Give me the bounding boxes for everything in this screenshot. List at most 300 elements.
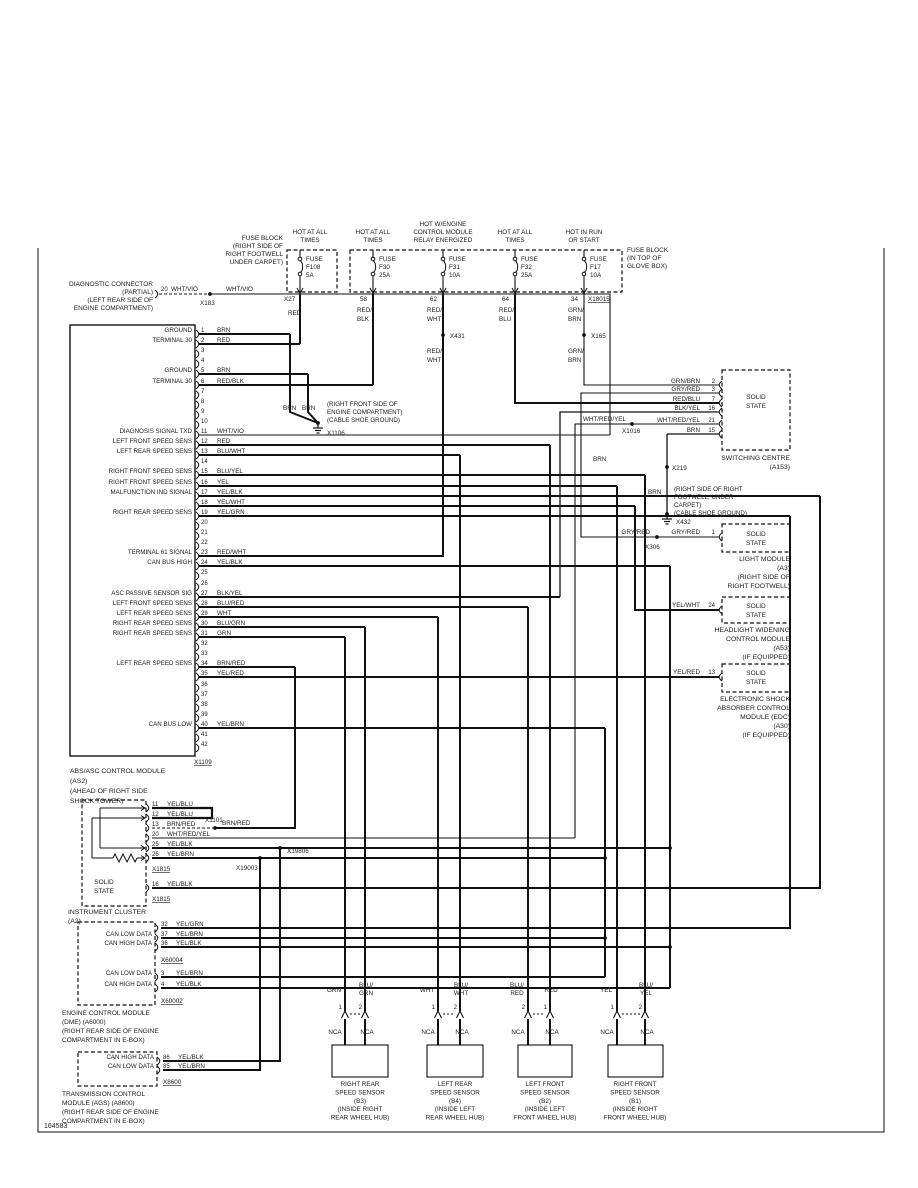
cluster-pin-number: 11 xyxy=(152,802,159,808)
abs-pin-number: 2 xyxy=(201,338,205,344)
sensor-connector-arrow xyxy=(547,1011,554,1018)
nca-label: NCA xyxy=(328,1029,342,1036)
connector-label: X1815 xyxy=(152,896,171,903)
pin-connector-arc xyxy=(196,441,199,449)
engine-pin-number: 32 xyxy=(161,922,168,928)
hot-label: RELAY ENERGIZED xyxy=(413,237,473,244)
pin-connector-arc xyxy=(196,643,199,651)
fuse-pin-number: 58 xyxy=(359,296,367,303)
fuse-label: 10A xyxy=(590,272,602,279)
abs-module-name: (AHEAD OF RIGHT SIDE xyxy=(70,788,148,795)
wire-color-label: RED/ xyxy=(427,348,443,355)
solid-state-label: STATE xyxy=(746,612,766,619)
abs-pin-number: 19 xyxy=(201,510,208,516)
pin-connector-arc xyxy=(196,381,199,389)
wire-color-label: YEL/RED xyxy=(673,669,700,676)
junction-label: X19003 xyxy=(236,865,258,872)
hot-label: HOT AT ALL xyxy=(355,229,391,236)
engine-pin-number: 36 xyxy=(161,941,168,947)
cluster-pin-number: 20 xyxy=(152,832,159,838)
connector-label: X27 xyxy=(284,296,296,303)
wire-color-label: WHT xyxy=(427,316,442,323)
wire-color-label: YEL xyxy=(640,990,652,997)
fuse-terminal xyxy=(371,272,375,276)
headlight-module-name: CONTROL MODULE xyxy=(726,636,790,643)
pin-connector-arc xyxy=(196,360,199,368)
abs-pin-number: 13 xyxy=(201,449,208,455)
engine-pin-number: 3 xyxy=(161,971,165,977)
solid-state-label: SOLID xyxy=(746,603,766,610)
wire-color-label: GRY/RED xyxy=(671,529,700,536)
edc-module-box xyxy=(722,664,790,692)
wire-color-label: YEL/WHT xyxy=(672,602,700,609)
abs-pin-number: 1 xyxy=(201,328,205,334)
wire-color-label: BLK/YEL xyxy=(674,405,700,412)
wire-color-label: YEL/BLK xyxy=(176,981,202,988)
pin-connector-arc xyxy=(196,552,199,560)
fuse-label: F17 xyxy=(590,264,601,271)
abs-pin-function: TERMINAL 30 xyxy=(152,337,192,344)
speed-sensor-name: REAR WHEEL HUB) xyxy=(330,1114,390,1122)
abs-pin-number: 31 xyxy=(201,631,208,637)
fuse-label: FUSE xyxy=(521,256,538,263)
abs-pin-wire-color: WHT/VIO xyxy=(217,428,244,435)
abs-pin-function: MALFUNCTION IND SIGNAL xyxy=(110,489,192,496)
pin-connector-arc xyxy=(196,391,199,399)
wire-color-label: BLU xyxy=(499,316,512,323)
wire-color-label: YEL/BRN xyxy=(178,1063,205,1070)
pin-connector-arc xyxy=(196,704,199,712)
wire-color-label: YEL/BLU xyxy=(167,811,193,818)
fuse-label: F108 xyxy=(306,264,321,271)
pin-connector-arc xyxy=(196,451,199,459)
fuse-block-name: GLOVE BOX) xyxy=(627,263,668,270)
fuse-terminal xyxy=(441,272,445,276)
abs-pin-wire-color: YEL/WHT xyxy=(217,499,245,506)
abs-pin-wire-color: RED/WHT xyxy=(217,549,247,556)
connector-label: X60004 xyxy=(161,957,183,964)
pin-connector-arc xyxy=(196,583,199,591)
pin-connector-arc xyxy=(196,542,199,550)
abs-pin-number: 14 xyxy=(201,459,208,465)
abs-pin-wire-color: BRN/RED xyxy=(217,660,246,667)
abs-pin-number: 9 xyxy=(201,409,205,415)
cluster-pin-number: 26 xyxy=(152,852,159,858)
wire xyxy=(215,667,295,828)
cluster-pin-number: 12 xyxy=(152,812,159,818)
speed-sensor-name: (B2) xyxy=(539,1097,551,1105)
wire xyxy=(152,496,820,888)
engine-pin-number: 4 xyxy=(161,982,165,988)
speed-sensor-name: SPEED SENSOR xyxy=(610,1089,660,1097)
abs-pin-function: RIGHT FRONT SPEED SENS xyxy=(108,479,192,486)
speed-sensor-name: RIGHT REAR xyxy=(340,1081,380,1088)
fuse-terminal xyxy=(441,257,445,261)
abs-pin-number: 32 xyxy=(201,641,208,647)
abs-pin-number: 26 xyxy=(201,581,208,587)
abs-pin-number: 35 xyxy=(201,671,208,677)
wire-color-label: WHT/RED/YEL xyxy=(656,417,700,424)
nca-label: NCA xyxy=(600,1029,614,1036)
junction-dot xyxy=(668,846,672,850)
solid-state-label: STATE xyxy=(746,540,766,547)
edc-module-name: ELECTRONIC SHOCK xyxy=(720,696,790,703)
junction-label: X19806 xyxy=(287,848,309,855)
sc-pin-number: 7 xyxy=(711,397,715,403)
solid-state-label: SOLID xyxy=(746,394,766,401)
abs-pin-function: DIAGNOSIS SIGNAL TXD xyxy=(119,428,192,435)
connector-label: X432 xyxy=(676,519,691,526)
abs-pin-function: RIGHT REAR SPEED SENS xyxy=(112,620,192,627)
hot-label: HOT IN RUN xyxy=(565,229,603,236)
nca-label: NCA xyxy=(455,1029,469,1036)
abs-pin-function: TERMINAL 61 SIGNAL xyxy=(127,549,192,556)
abs-pin-number: 15 xyxy=(201,469,208,475)
wire xyxy=(210,294,610,435)
fuse-pin-number: 34 xyxy=(570,296,578,303)
junction-x306 xyxy=(655,535,659,539)
ground-note: (RIGHT SIDE OF RIGHT xyxy=(674,486,743,493)
speed-sensor-name: LEFT REAR xyxy=(437,1081,473,1088)
speed-sensor-name: SPEED SENSOR xyxy=(335,1089,385,1097)
pin-connector-arc xyxy=(196,431,199,439)
fuse-label: 5A xyxy=(306,272,314,279)
wire-color-label: GRN/BRN xyxy=(670,378,700,385)
pin-connector-arc xyxy=(196,502,199,510)
ground-x1106 xyxy=(316,421,320,425)
abs-pin-function: CAN BUS LOW xyxy=(148,721,192,728)
abs-pin-function: ASC PASSIVE SENSOR SIG xyxy=(111,590,192,597)
abs-pin-number: 4 xyxy=(201,358,205,364)
abs-pin-number: 6 xyxy=(201,379,205,385)
junction-label: X219 xyxy=(672,465,687,472)
engine-pin-number: 37 xyxy=(161,932,168,938)
fuse-terminal xyxy=(582,272,586,276)
wire-color-label: YEL/BLK xyxy=(176,940,202,947)
sc-pin-number: 15 xyxy=(708,428,715,434)
pin-connector-arc xyxy=(196,411,199,419)
pin-connector-arc xyxy=(196,724,199,732)
abs-pin-wire-color: BLU/GRN xyxy=(217,620,245,627)
wire-color-label: RED/ xyxy=(499,307,515,314)
diagnostic-connector-name: (LEFT REAR SIDE OF xyxy=(87,297,153,304)
ground-note: CARPET) xyxy=(674,502,702,509)
nca-label: NCA xyxy=(545,1029,559,1036)
abs-pin-number: 18 xyxy=(201,500,208,506)
wire-color-label: YEL/BLU xyxy=(167,801,193,808)
junction-x1016 xyxy=(630,422,634,426)
wire-color-label: BRN xyxy=(593,456,607,463)
abs-pin-number: 28 xyxy=(201,601,208,607)
pin-connector-arc xyxy=(196,613,199,621)
light-module-name: RIGHT FOOTWELL) xyxy=(727,583,790,590)
wire-color-label: YEL/BLK xyxy=(178,1054,204,1061)
fuse-label: F32 xyxy=(521,264,532,271)
nca-label: NCA xyxy=(511,1029,525,1036)
speed-sensor-name: (INSIDE RIGHT xyxy=(612,1106,658,1114)
switching-centre-box xyxy=(722,370,790,450)
nca-label: NCA xyxy=(640,1029,654,1036)
abs-pin-number: 29 xyxy=(201,611,208,617)
wire-color-label: BRN xyxy=(283,405,297,412)
hot-label: TIMES xyxy=(300,237,320,244)
wire xyxy=(163,848,280,1061)
solid-state-label: SOLID xyxy=(746,531,766,538)
headlight-module-name: (IF EQUIPPED) xyxy=(742,654,790,661)
wire-color-label: BRN xyxy=(568,316,582,323)
speed-sensor-name: SPEED SENSOR xyxy=(520,1089,570,1097)
junction-label: X306 xyxy=(645,544,660,551)
transmission-module-name: (RIGHT REAR SIDE OF ENGINE xyxy=(62,1109,159,1116)
wire-color-label: RED xyxy=(544,987,558,994)
abs-pin-number: 5 xyxy=(201,368,205,374)
fuse-terminal xyxy=(513,272,517,276)
wire-color-label: YEL/BRN xyxy=(176,931,203,938)
speed-sensor-box xyxy=(427,1045,483,1077)
diagnostic-connector-name: (PARTIAL) xyxy=(122,289,153,296)
pin-connector-arc xyxy=(196,471,199,479)
abs-module-name: ABS/ASC CONTROL MODULE xyxy=(70,768,166,775)
speed-sensor-name: REAR WHEEL HUB) xyxy=(425,1114,485,1122)
ground-note: (CABLE SHOE GROUND) xyxy=(327,417,400,424)
abs-pin-number: 17 xyxy=(201,490,208,496)
abs-pin-wire-color: BLK/YEL xyxy=(217,590,243,597)
wire-color-label: WHT/RED/YEL xyxy=(582,416,626,423)
junction-label: X165 xyxy=(591,333,606,340)
connector-label: X8600 xyxy=(163,1079,182,1086)
wire-color-label: BLU/ xyxy=(639,982,653,989)
speed-sensor-name: (INSIDE LEFT xyxy=(434,1106,476,1114)
pin-connector-arc xyxy=(196,532,199,540)
connector-label: X1106 xyxy=(327,430,345,437)
solid-state-label: SOLID xyxy=(94,879,114,886)
nca-label: NCA xyxy=(421,1029,435,1036)
light-module-box xyxy=(722,524,790,552)
speed-sensor-name: LEFT FRONT xyxy=(525,1081,565,1088)
pin-connector-arc xyxy=(196,401,199,409)
sc-pin-number: 2 xyxy=(711,379,715,385)
wire-color-label: WHT/VIO xyxy=(226,286,253,293)
edc-module-name: ABSORBER CONTROL xyxy=(717,705,790,712)
abs-pin-function: CAN BUS HIGH xyxy=(147,559,192,566)
light-module-name: LIGHT MODULE xyxy=(739,556,790,563)
sensor-pin-number: 2 xyxy=(358,1005,362,1011)
engine-module-name: (DME) (A6000) xyxy=(62,1019,106,1026)
sensor-pin-number: 2 xyxy=(521,1005,525,1011)
ground-note: (RIGHT FRONT SIDE OF xyxy=(327,401,398,408)
abs-pin-function: RIGHT REAR SPEED SENS xyxy=(112,509,192,516)
fuse-element xyxy=(300,261,303,273)
pin-connector-arc xyxy=(196,734,199,742)
abs-pin-wire-color: BLU/WHT xyxy=(217,448,246,455)
fuse-terminal xyxy=(298,272,302,276)
pin-connector-arc xyxy=(196,340,199,348)
sensor-pin-number: 1 xyxy=(431,1005,435,1011)
fuse-pin-number: 62 xyxy=(429,296,437,303)
abs-pin-wire-color: BLU/RED xyxy=(217,600,245,607)
speed-sensor-name: (B3) xyxy=(354,1097,366,1105)
abs-pin-number: 24 xyxy=(201,560,208,566)
pin-connector-arc xyxy=(196,603,199,611)
abs-pin-number: 30 xyxy=(201,621,208,627)
wire-color-label: GRN xyxy=(327,987,341,994)
sc-pin-number: 16 xyxy=(708,406,715,412)
junction-dot xyxy=(668,945,672,949)
wire-color-label: WHT xyxy=(419,987,435,994)
abs-pin-number: 3 xyxy=(201,348,205,354)
resistor xyxy=(113,854,137,862)
abs-pin-number: 7 xyxy=(201,389,205,395)
abs-pin-function: GROUND xyxy=(164,367,192,374)
cluster-pin-number: 13 xyxy=(152,822,159,828)
speed-sensor-name: (B1) xyxy=(629,1097,641,1105)
wire-color-label: GRN/ xyxy=(568,348,584,355)
wire-color-label: GRN xyxy=(359,990,373,997)
pin-connector-arc xyxy=(196,653,199,661)
abs-pin-number: 22 xyxy=(201,540,208,546)
sensor-connector-arrow xyxy=(342,1011,349,1018)
abs-pin-wire-color: WHT xyxy=(217,610,232,617)
abs-pin-wire-color: GRN xyxy=(217,630,231,637)
wire-color-label: BLU/ xyxy=(454,982,468,989)
sensor-connector-arrow xyxy=(435,1011,442,1018)
fuse-terminal xyxy=(513,257,517,261)
fuse-element xyxy=(443,261,446,273)
fuse-terminal xyxy=(582,257,586,261)
abs-pin-number: 37 xyxy=(201,692,208,698)
ground-x432 xyxy=(665,512,669,516)
abs-pin-wire-color: YEL/GRN xyxy=(217,509,245,516)
fuse-block-name: (RIGHT SIDE OF xyxy=(232,243,283,250)
abs-pin-function: TERMINAL 30 xyxy=(152,378,192,385)
fuse-element xyxy=(373,261,376,273)
pin-connector-arc xyxy=(196,562,199,570)
sc-pin-number: 3 xyxy=(711,387,715,393)
headlight-module-box xyxy=(722,597,790,623)
sensor-pin-number: 1 xyxy=(543,1005,547,1011)
sc-pin-number: 21 xyxy=(708,418,715,424)
fuse-label: FUSE xyxy=(306,256,323,263)
junction-x219 xyxy=(665,465,669,469)
fuse-label: F30 xyxy=(379,264,390,271)
speed-sensor-box xyxy=(518,1045,572,1077)
sensor-connector-arrow xyxy=(457,1011,464,1018)
engine-pin-function: CAN HIGH DATA xyxy=(104,981,152,988)
wire-color-label: BLU/ xyxy=(510,982,524,989)
junction-x1101 xyxy=(213,826,217,830)
abs-pin-wire-color: RED xyxy=(217,438,231,445)
transmission-pin-number: 86 xyxy=(163,1055,170,1061)
sensor-pin-number: 1 xyxy=(610,1005,614,1011)
abs-module-box xyxy=(70,325,195,756)
abs-pin-number: 33 xyxy=(201,651,208,657)
wire-color-label: BRN/RED xyxy=(167,821,196,828)
pin-connector-arc xyxy=(155,290,158,298)
fuse-element xyxy=(515,261,518,273)
wire-color-label: RED xyxy=(510,990,524,997)
abs-pin-number: 12 xyxy=(201,439,208,445)
fuse-label: F31 xyxy=(449,264,460,271)
ground-note: (CABLE SHOE GROUND) xyxy=(674,510,747,517)
junction-label: X1101 xyxy=(205,817,223,824)
pin-connector-arc xyxy=(196,714,199,722)
junction-label: X431 xyxy=(450,333,465,340)
abs-pin-number: 41 xyxy=(201,732,208,738)
solid-state-label: STATE xyxy=(746,403,766,410)
wire-color-label: WHT/RED/YEL xyxy=(167,831,211,838)
wire xyxy=(163,858,260,1070)
speed-sensor-name: RIGHT FRONT xyxy=(613,1081,657,1088)
abs-module-name: SHOCK TOWER) xyxy=(70,798,124,805)
hot-label: HOT AT ALL xyxy=(292,229,328,236)
abs-pin-wire-color: YEL xyxy=(217,479,229,486)
pin-connector-arc xyxy=(196,492,199,500)
fuse-label: FUSE xyxy=(590,256,607,263)
wire-color-label: BRN/RED xyxy=(222,820,251,827)
fuse-label: 25A xyxy=(379,272,391,279)
wire-color-label: GRN/ xyxy=(568,307,584,314)
wire-color-label: YEL/BRN xyxy=(167,851,194,858)
edc-module-name: MODULE (EDC) xyxy=(740,714,790,721)
sensor-pin-number: 2 xyxy=(638,1005,642,1011)
speed-sensor-name: (B4) xyxy=(449,1097,461,1105)
pin-connector-arc xyxy=(196,684,199,692)
junction-dot xyxy=(603,856,607,860)
fuse-label: FUSE xyxy=(449,256,466,263)
fuse-pin-number: 64 xyxy=(501,296,509,303)
pin-connector-arc xyxy=(196,522,199,530)
fuse-block-name: FUSE BLOCK xyxy=(627,247,669,254)
hot-label: HOT AT ALL xyxy=(497,229,533,236)
speed-sensor-name: (INSIDE LEFT xyxy=(524,1106,566,1114)
wire-color-label: BRN xyxy=(568,357,582,364)
figure-number: 164583 xyxy=(44,1123,68,1130)
fuse-terminal xyxy=(371,257,375,261)
abs-pin-wire-color: RED/BLK xyxy=(217,378,244,385)
speed-sensor-name: FRONT WHEEL HUB) xyxy=(603,1114,667,1122)
sensor-pin-number: 2 xyxy=(453,1005,457,1011)
abs-pin-function: LEFT FRONT SPEED SENS xyxy=(112,600,192,607)
transmission-module-name: TRANSMISSION CONTROL xyxy=(62,1091,146,1098)
ground-note: FOOTWELL, UNDER xyxy=(674,494,734,501)
wire-color-label: RED xyxy=(288,310,302,317)
hot-label: CONTROL MODULE xyxy=(413,229,473,236)
pin-connector-arc xyxy=(196,572,199,580)
abs-pin-number: 39 xyxy=(201,712,208,718)
abs-pin-function: RIGHT FRONT SPEED SENS xyxy=(108,468,192,475)
light-module-name: (A3) xyxy=(777,565,790,572)
wire-color-label: RED/BLU xyxy=(672,396,700,403)
pin-number: 1 xyxy=(711,530,715,536)
transmission-pin-number: 85 xyxy=(163,1064,170,1070)
solid-state-label: STATE xyxy=(94,888,114,895)
abs-pin-function: LEFT REAR SPEED SENS xyxy=(116,448,192,455)
wire-color-label: BRN xyxy=(686,427,700,434)
sensor-connector-arrow xyxy=(525,1011,532,1018)
fuse-block-name: RIGHT FOOTWELL xyxy=(225,251,283,258)
engine-module-name: ENGINE CONTROL MODULE xyxy=(62,1010,150,1017)
abs-pin-wire-color: YEL/BLK xyxy=(217,559,243,566)
pin-connector-arc xyxy=(196,512,199,520)
wire-color-label: YEL xyxy=(600,987,612,994)
abs-pin-number: 25 xyxy=(201,570,208,576)
diagnostic-connector-name: DIAGNOSTIC CONNECTOR xyxy=(68,281,153,288)
wire-color-label: WHT xyxy=(427,357,442,364)
speed-sensor-name: FRONT WHEEL HUB) xyxy=(513,1114,577,1122)
abs-pin-number: 20 xyxy=(201,520,208,526)
abs-pin-wire-color: YEL/RED xyxy=(217,670,244,677)
switching-centre-name: SWITCHING CENTRE xyxy=(721,455,790,462)
